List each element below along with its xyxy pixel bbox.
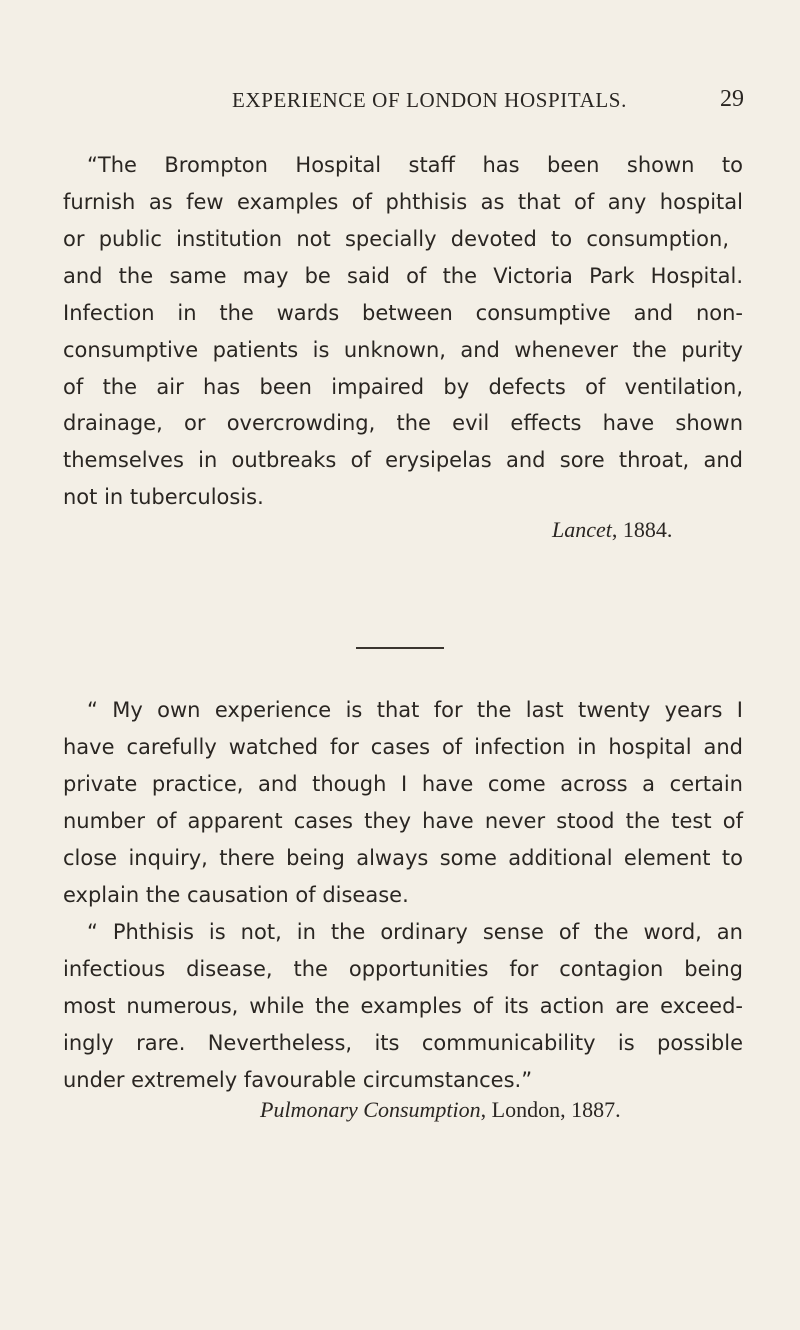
text-line: private practice, and though I have come across a certain — [63, 771, 743, 796]
text-line: not in tuberculosis. — [63, 485, 264, 510]
running-head — [232, 88, 744, 124]
text-line: themselves in outbreaks of erysipelas and sore throat, and — [63, 448, 743, 473]
text-line: furnish as few examples of phthisis as that of any hospital — [63, 190, 743, 214]
citation-rest: , London, 1887. — [480, 1097, 621, 1122]
text-line: number of apparent cases they have never stood the test of — [63, 808, 743, 833]
text-line: or public institution not specially devoted to consumption, — [63, 226, 729, 251]
citation-source: Lancet — [552, 517, 612, 542]
text-line: most numerous, while the examples of its action are exceed- — [63, 993, 743, 1018]
citation-pulmonary — [260, 1097, 621, 1123]
text-line: Infection in the wards between consumptive and non- — [63, 300, 743, 325]
quote-pulmonary-para2 — [63, 951, 743, 1099]
text-line: “The Brompton Hospital staff has been shown to — [87, 153, 743, 177]
text-line: and the same may be said of the Victoria Park Hospital. — [63, 263, 743, 288]
text-line: “ Phthisis is not, in the ordinary sense of the word, an — [87, 920, 743, 944]
text-line: explain the causation of disease. — [63, 882, 409, 907]
text-line: under extremely favourable circumstances.” — [63, 1067, 533, 1092]
quote-pulmonary-para2-first-line — [87, 914, 743, 951]
text-line: consumptive patients is unknown, and whenever the purity — [63, 337, 743, 362]
text-line: ingly rare. Nevertheless, its communicability is possible — [63, 1030, 743, 1055]
text-line: “ My own experience is that for the last twenty years I — [87, 698, 743, 722]
citation-source: Pulmonary Consumption — [260, 1097, 481, 1122]
citation-lancet — [552, 517, 672, 543]
text-line: close inquiry, there being always some additional element to — [63, 845, 743, 870]
text-line: have carefully watched for cases of infection in hospital and — [63, 735, 743, 759]
quote-lancet — [63, 184, 743, 516]
running-title: EXPERIENCE OF LONDON HOSPITALS. — [232, 88, 627, 112]
text-line: infectious disease, the opportunities for contagion being — [63, 957, 743, 981]
citation-year: , 1884. — [611, 517, 673, 542]
text-line: drainage, or overcrowding, the evil effects have shown — [63, 411, 743, 436]
text-line: of the air has been impaired by defects of ventilation, — [63, 374, 743, 399]
quote-pulmonary-para1 — [63, 729, 743, 914]
quote-pulmonary-first-line — [87, 692, 743, 729]
section-divider — [356, 647, 444, 649]
quote-lancet-first-line — [87, 147, 743, 184]
page-number: 29 — [720, 86, 744, 112]
